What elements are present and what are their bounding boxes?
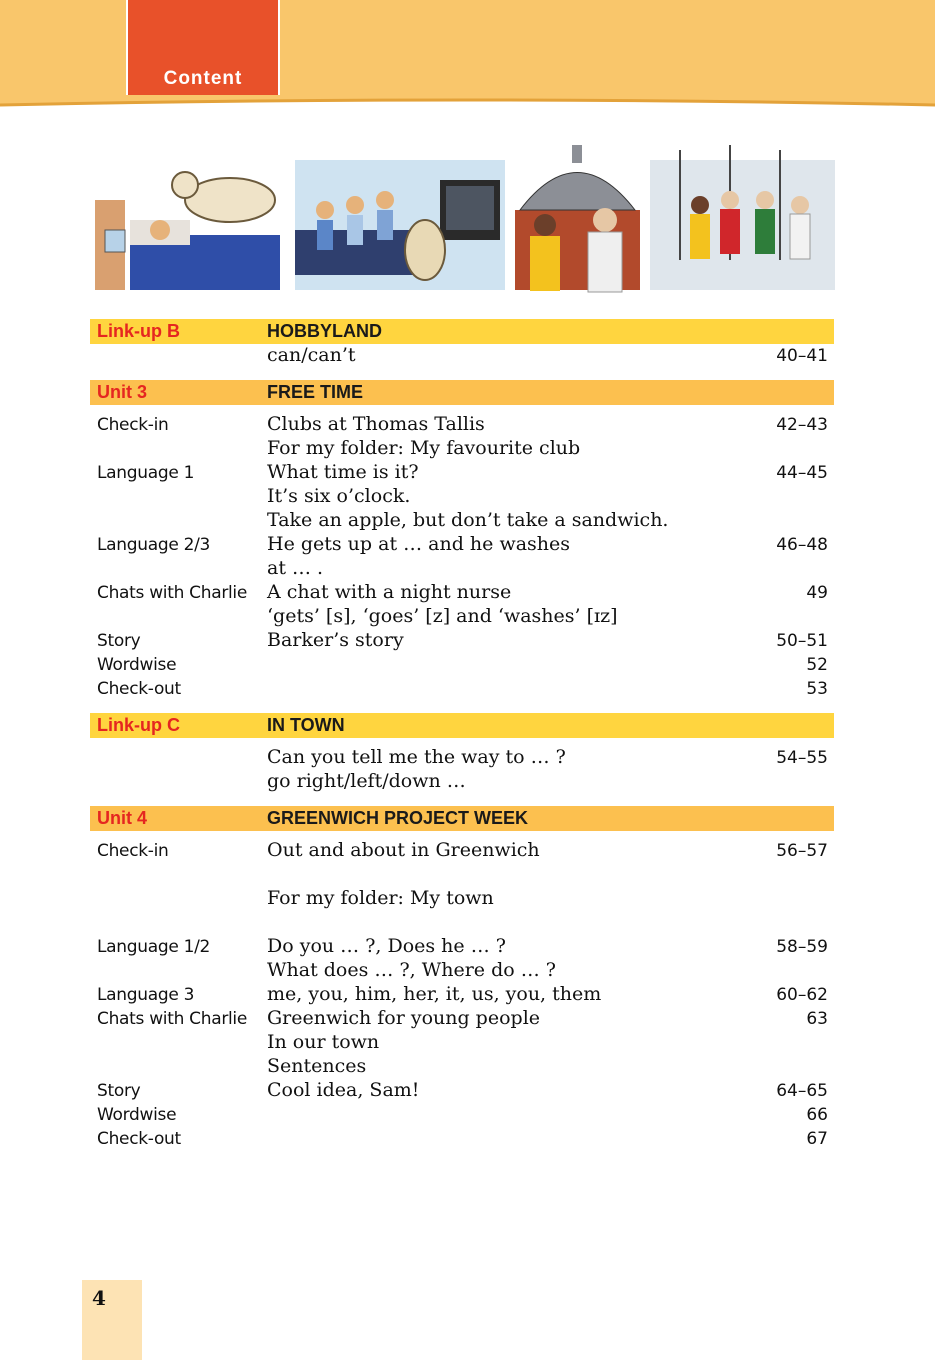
toc-row <box>90 1031 834 1055</box>
row-page: 42–43 <box>776 415 828 435</box>
row-text: In our town <box>267 1031 380 1053</box>
row-label: Story <box>97 631 141 651</box>
row-page: 64–65 <box>776 1081 828 1101</box>
row-label: Language 1 <box>97 463 195 483</box>
row-text: Take an apple, but don’t take a sandwich. <box>267 509 669 531</box>
toc-row <box>90 746 834 770</box>
toc-row <box>90 959 834 983</box>
tab-label: Content <box>163 68 243 89</box>
row-label: Story <box>97 1081 141 1101</box>
row-label: Language 3 <box>97 985 195 1005</box>
row-text: It’s six o’clock. <box>267 485 411 507</box>
row-text: Sentences <box>267 1055 367 1077</box>
section-title: FREE TIME <box>267 382 364 402</box>
row-page: 49 <box>806 583 828 603</box>
row-page: 60–62 <box>776 985 828 1005</box>
row-text: Can you tell me the way to … ? <box>267 746 566 768</box>
toc-row <box>90 485 834 509</box>
section-header <box>90 380 834 405</box>
row-text: What does … ?, Where do … ? <box>267 959 556 981</box>
row-page: 56–57 <box>776 841 828 861</box>
toc-section <box>90 319 834 368</box>
row-text: at … . <box>267 557 324 579</box>
toc-row <box>90 677 834 701</box>
row-label: Check-in <box>97 841 169 861</box>
ship-kids-illustration <box>650 145 835 290</box>
living-room-illustration <box>295 160 505 290</box>
section-label: Link-up B <box>97 321 180 341</box>
toc-section <box>90 806 834 1151</box>
row-page: 52 <box>806 655 828 675</box>
toc-row <box>90 1007 834 1031</box>
toc-row <box>90 863 834 887</box>
table-of-contents <box>90 319 834 1163</box>
row-text: ‘gets’ [s], ‘goes’ [z] and ‘washes’ [ɪz] <box>267 605 618 627</box>
section-label: Unit 3 <box>97 382 148 402</box>
section-label: Unit 4 <box>97 808 148 828</box>
toc-row <box>90 653 834 677</box>
row-label: Language 1/2 <box>97 937 211 957</box>
section-title: IN TOWN <box>267 715 345 735</box>
row-page: 63 <box>806 1009 828 1029</box>
section-tab <box>126 0 280 100</box>
toc-row <box>90 1127 834 1151</box>
row-text: For my folder: My town <box>267 887 494 909</box>
page-number-box <box>82 1280 142 1360</box>
row-page: 53 <box>806 679 828 699</box>
toc-row <box>90 935 834 959</box>
row-page: 66 <box>806 1105 828 1125</box>
row-text: go right/left/down … <box>267 770 466 792</box>
row-text: He gets up at … and he washes <box>267 533 571 555</box>
row-label: Check-out <box>97 679 181 699</box>
header-curve <box>0 95 935 117</box>
toc-row <box>90 770 834 794</box>
toc-row <box>90 581 834 605</box>
illustration-strip <box>90 140 835 305</box>
row-page: 44–45 <box>776 463 828 483</box>
row-text: can/can’t <box>267 344 356 366</box>
page-number: 4 <box>92 1286 106 1310</box>
section-title: HOBBYLAND <box>267 321 382 341</box>
row-page: 54–55 <box>776 748 828 768</box>
row-text: Barker’s story <box>267 629 404 651</box>
section-title: GREENWICH PROJECT WEEK <box>267 808 529 828</box>
toc-row <box>90 887 834 911</box>
toc-row <box>90 605 834 629</box>
row-label: Check-in <box>97 415 169 435</box>
row-page: 58–59 <box>776 937 828 957</box>
row-label: Wordwise <box>97 1105 177 1125</box>
toc-row <box>90 983 834 1007</box>
observatory-illustration <box>515 145 640 292</box>
row-text: A chat with a night nurse <box>267 581 512 603</box>
toc-row <box>90 344 834 368</box>
toc-row <box>90 1055 834 1079</box>
toc-row <box>90 533 834 557</box>
row-text: Out and about in Greenwich <box>267 839 540 861</box>
toc-row <box>90 911 834 935</box>
row-label: Language 2/3 <box>97 535 211 555</box>
row-text: What time is it? <box>267 461 419 483</box>
row-text: Greenwich for young people <box>267 1007 541 1029</box>
row-page: 50–51 <box>776 631 828 651</box>
toc-section <box>90 713 834 794</box>
toc-row <box>90 461 834 485</box>
toc-row <box>90 557 834 581</box>
toc-row <box>90 413 834 437</box>
section-header <box>90 319 834 344</box>
section-header <box>90 713 834 738</box>
row-text: Cool idea, Sam! <box>267 1079 420 1101</box>
toc-row <box>90 839 834 863</box>
toc-row <box>90 437 834 461</box>
row-text: me, you, him, her, it, us, you, them <box>267 983 602 1005</box>
row-text: For my folder: My favourite club <box>267 437 581 459</box>
row-label: Chats with Charlie <box>97 583 248 603</box>
toc-row <box>90 629 834 653</box>
row-label: Wordwise <box>97 655 177 675</box>
toc-row <box>90 509 834 533</box>
bedroom-dog-illustration <box>95 172 280 290</box>
row-text: Clubs at Thomas Tallis <box>267 413 485 435</box>
row-page: 67 <box>806 1129 828 1149</box>
toc-row <box>90 1079 834 1103</box>
row-text: Do you … ?, Does he … ? <box>267 935 506 957</box>
section-label: Link-up C <box>97 715 180 735</box>
row-label: Chats with Charlie <box>97 1009 248 1029</box>
row-page: 40–41 <box>776 346 828 366</box>
row-label: Check-out <box>97 1129 181 1149</box>
toc-row <box>90 1103 834 1127</box>
section-header <box>90 806 834 831</box>
toc-section <box>90 380 834 701</box>
row-page: 46–48 <box>776 535 828 555</box>
